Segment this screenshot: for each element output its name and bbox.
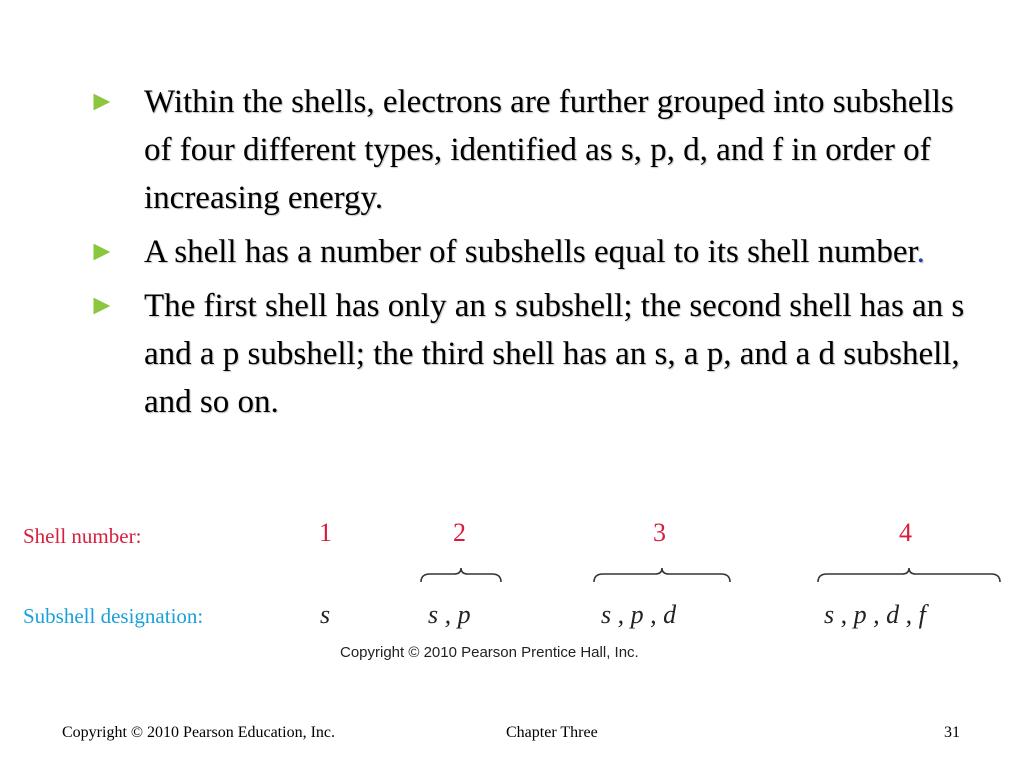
brace-icon bbox=[418, 566, 504, 586]
brace-icon bbox=[815, 566, 1003, 586]
subshell-set-2: s , p bbox=[428, 600, 471, 629]
bullet-text: The first shell has only an s subshell; the second shell has an s and a p subshell; the third shell has an s, a p, and a d subshell, and so on. bbox=[144, 288, 965, 420]
footer-chapter: Chapter Three bbox=[506, 724, 598, 741]
bullet-text: A shell has a number of subshells equal to its shell number. bbox=[144, 234, 925, 270]
shell-number-4: 4 bbox=[899, 518, 912, 547]
subshell-set-4: s , p , d , f bbox=[824, 600, 926, 629]
triangle-bullet-icon: ► bbox=[88, 290, 116, 321]
subshell-set-1: s bbox=[320, 600, 331, 629]
bullet-text: Within the shells, electrons are further grouped into subshells of four different types, identified as s, p, d, and f in order of increasing energy. bbox=[144, 84, 954, 216]
footer-copyright: Copyright © 2010 Pearson Education, Inc. bbox=[62, 724, 335, 741]
shell-number-label: Shell number: bbox=[23, 524, 142, 548]
bullet-list bbox=[88, 78, 968, 432]
triangle-bullet-icon: ► bbox=[88, 86, 116, 117]
shell-number-2: 2 bbox=[453, 518, 466, 547]
brace-icon bbox=[591, 566, 733, 586]
triangle-bullet-icon: ► bbox=[88, 236, 116, 267]
shell-number-3: 3 bbox=[653, 518, 666, 547]
figure-copyright: Copyright © 2010 Pearson Prentice Hall, Inc. bbox=[340, 644, 639, 661]
bullet-item bbox=[88, 78, 968, 222]
slide-number: 31 bbox=[944, 724, 960, 741]
subshell-set-3: s , p , d bbox=[601, 600, 677, 629]
bullet-item bbox=[88, 282, 968, 426]
bullet-item bbox=[88, 228, 968, 276]
subshell-designation-label: Subshell designation: bbox=[23, 604, 204, 628]
shell-number-1: 1 bbox=[319, 518, 332, 547]
